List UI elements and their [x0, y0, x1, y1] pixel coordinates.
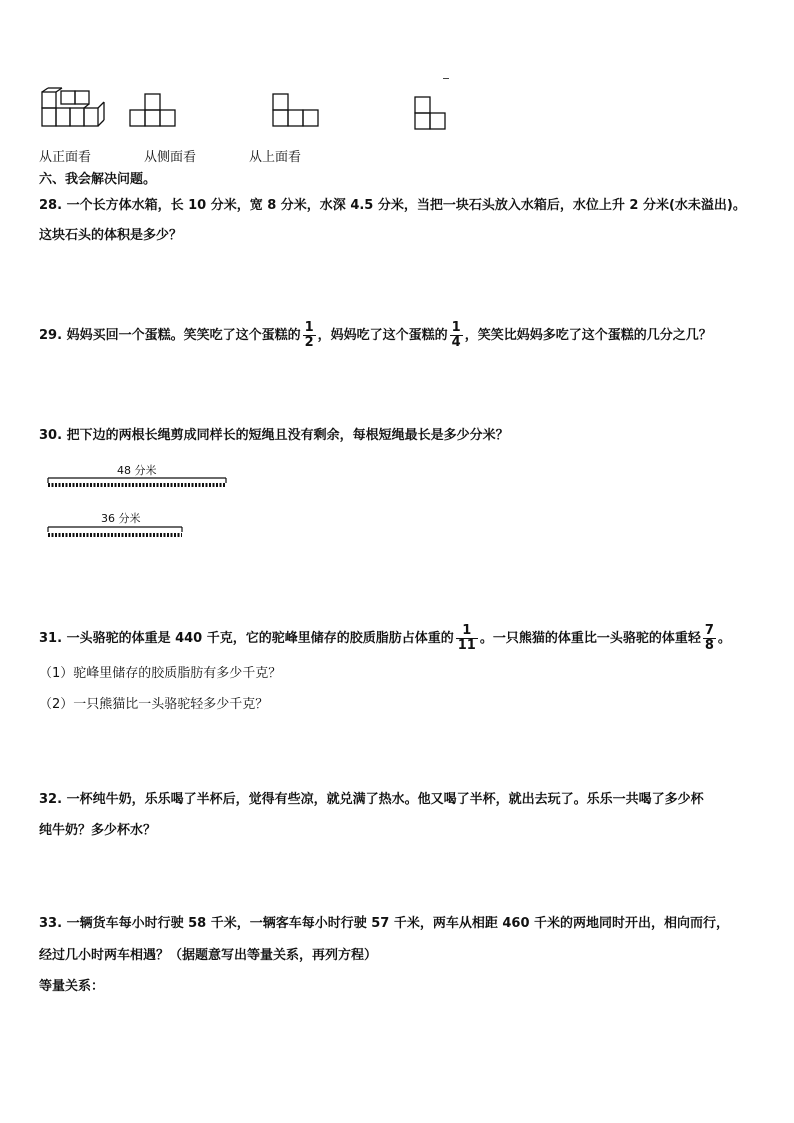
fraction: $\frac{1}{11}$ [457, 623, 476, 653]
question-31-sub-1: （1）驼峰里储存的胶质脂肪有多少千克？ [39, 666, 282, 681]
question-32 [39, 792, 704, 808]
question-number: 28. [39, 198, 63, 213]
question-number: 31. [39, 631, 63, 646]
question-32-line2: 纯牛奶？多少杯水？ [39, 823, 157, 838]
question-number: 29. [39, 328, 63, 343]
side-view-label: 从侧面看 [144, 150, 197, 165]
top-view-label: 从上面看 [249, 150, 302, 165]
question-text: ，笑笑比妈妈多吃了这个蛋糕的几分之几？ [464, 328, 712, 343]
question-text: 一辆货车每小时行驶 58 千米，一辆客车每小时行驶 57 千米，两车从相距 460 千米的两地同时开出，相向而行， [66, 916, 730, 931]
question-number: 30. [39, 428, 63, 443]
question-text: ，妈妈吃了这个蛋糕的 [317, 328, 448, 343]
section-heading: 六、我会解决问题。 [39, 172, 157, 187]
fraction: $\frac{7}{8}$ [704, 623, 714, 653]
question-33-line2: 经过几小时两车相遇？（据题意写出等量关系，再列方程） [39, 948, 378, 963]
fraction: $\frac{1}{4}$ [451, 320, 461, 350]
top-view-figure [272, 93, 322, 133]
question-29 [39, 318, 712, 354]
question-text: 一头骆驼的体重是 440 千克，它的驼峰里储存的胶质脂肪占体重的 [66, 631, 454, 646]
rope-2 [48, 526, 188, 540]
question-28 [39, 198, 746, 214]
side-view-figure [129, 93, 179, 133]
question-number: 32. [39, 792, 63, 807]
answer-view-figure [414, 96, 454, 136]
rope-2-label: 36 分米 [101, 512, 141, 525]
question-28-line2: 这块石头的体积是多少？ [39, 228, 183, 243]
question-33 [39, 916, 729, 932]
question-text: 妈妈买回一个蛋糕。笑笑吃了这个蛋糕的 [66, 328, 301, 343]
rope-1-label: 48 分米 [117, 464, 157, 477]
question-31-sub-2: （2）一只熊猫比一头骆驼轻多少千克？ [39, 697, 269, 712]
rope-1 [48, 477, 228, 491]
scan-mark [443, 78, 449, 79]
question-30 [39, 428, 509, 444]
question-text: 。一只熊猫的体重比一头骆驼的体重轻 [479, 631, 701, 646]
question-31 [39, 620, 731, 658]
question-text: 一杯纯牛奶，乐乐喝了半杯后，觉得有些凉，就兑满了热水。他又喝了半杯，就出去玩了。乐乐一共喝了多少杯 [66, 792, 704, 807]
front-view-label: 从正面看 [39, 150, 92, 165]
equation-label: 等量关系： [39, 979, 105, 994]
cube-solid-figure [39, 88, 109, 128]
question-text: 一个长方体水箱，长 10 分米，宽 8 分米，水深 4.5 分米，当把一块石头放入水箱后，水位上升 2 分米(水未溢出)。 [66, 198, 746, 213]
question-number: 33. [39, 916, 63, 931]
fraction: $\frac{1}{2}$ [304, 320, 314, 350]
question-text: 。 [717, 631, 731, 646]
question-text: 把下边的两根长绳剪成同样长的短绳且没有剩余，每根短绳最长是多少分米？ [66, 428, 509, 443]
